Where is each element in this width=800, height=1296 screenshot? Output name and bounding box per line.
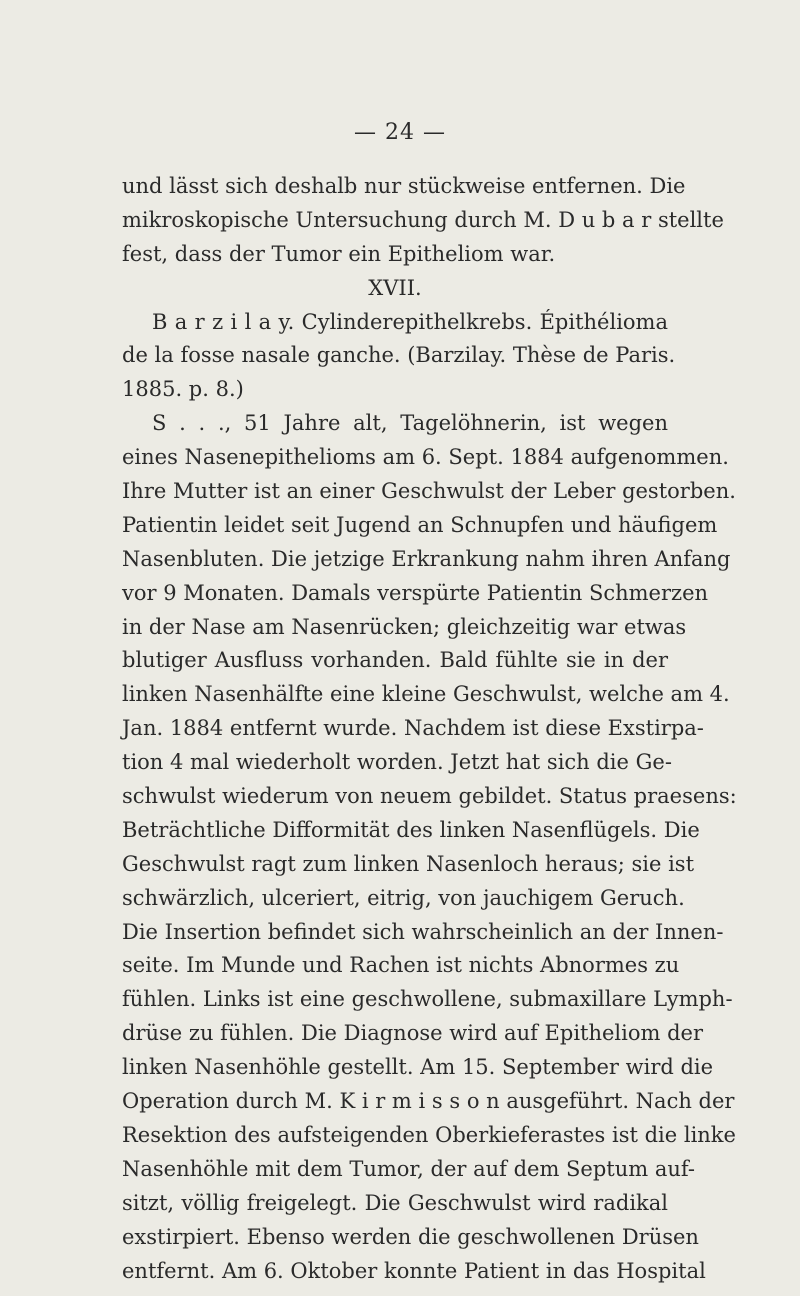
text-line: linken Nasenhöhle gestellt. Am 15. September wird die <box>122 1055 714 1080</box>
citation-line: 1885. p. 8.) <box>122 377 244 402</box>
text-line: fühlen. Links ist eine geschwollene, submaxillare Lymph- <box>122 987 733 1012</box>
citation-line: B a r z i l a y. Cylinderepithelkrebs. Épithélioma <box>152 309 668 334</box>
text-line: eines Nasenepithelioms am 6. Sept. 1884 aufgenommen. <box>122 445 729 470</box>
text-line: Resektion des aufsteigenden Oberkieferastes ist die linke <box>122 1122 736 1147</box>
text-line: fest, dass der Tumor ein Epitheliom war. <box>122 241 556 266</box>
text-line: und lässt sich deshalb nur stückweise entfernen. Die <box>122 174 686 198</box>
text-line: schwulst wiederum von neuem gebildet. Status praesens: <box>122 784 737 809</box>
text-line: seite. Im Munde und Rachen ist nichts Abnormes zu <box>122 953 680 978</box>
text-line: vor 9 Monaten. Damals verspürte Patientin Schmerzen <box>122 580 709 605</box>
text-line: S . . ., 51 Jahre alt, Tagelöhnerin, ist wegen <box>152 411 668 436</box>
text-line: Die Insertion befindet sich wahrscheinlich an der Innen- <box>122 919 724 944</box>
text-line: Patientin leidet seit Jugend an Schnupfen und häufigem <box>122 512 718 537</box>
text-line: linken Nasenhälfte eine kleine Geschwulst, welche am 4. <box>122 682 730 707</box>
citation-line: de la fosse nasale ganche. (Barzilay. Thèse de Paris. <box>122 343 676 368</box>
text-line: Ihre Mutter ist an einer Geschwulst der Leber gestorben. <box>122 479 736 504</box>
page-number: — 24 — <box>354 120 446 145</box>
section-heading: XVII. <box>368 275 422 300</box>
text-line: Jan. 1884 entfernt wurde. Nachdem ist diese Exstirpa- <box>122 716 704 741</box>
text-line: Nasenhöhle mit dem Tumor, der auf dem Septum auf- <box>122 1156 696 1181</box>
text-line: Nasenbluten. Die jetzige Erkrankung nahm ihren Anfang <box>122 546 731 571</box>
text-line: Operation durch M. K i r m i s s o n ausgeführt. Nach der <box>122 1089 735 1114</box>
text-line: exstirpiert. Ebenso werden die geschwollenen Drüsen <box>122 1224 699 1249</box>
text-line: tion 4 mal wiederholt worden. Jetzt hat sich die Ge- <box>122 750 672 775</box>
body-text <box>122 170 737 1288</box>
text-line: sitzt, völlig freigelegt. Die Geschwulst wird radikal <box>122 1190 668 1215</box>
text-line: blutiger Ausfluss vorhanden. Bald fühlte sie in der <box>122 648 668 673</box>
text-line: Beträchtliche Difformität des linken Nasenflügels. Die <box>122 817 700 842</box>
text-line: drüse zu fühlen. Die Diagnose wird auf Epitheliom der <box>122 1021 704 1046</box>
text-line: schwärzlich, ulceriert, eitrig, von jauchigem Geruch. <box>122 885 685 910</box>
text-line: Geschwulst ragt zum linken Nasenloch heraus; sie ist <box>122 851 695 876</box>
text-line: in der Nase am Nasenrücken; gleichzeitig war etwas <box>122 614 687 639</box>
text-line: mikroskopische Untersuchung durch M. D u b a r stellte <box>122 207 724 232</box>
text-line: entfernt. Am 6. Oktober konnte Patient in das Hospital <box>122 1258 706 1283</box>
